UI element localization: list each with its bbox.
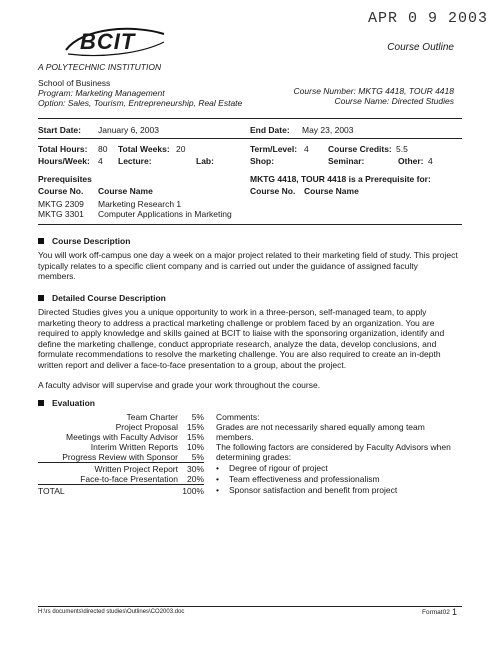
other-label: Other: xyxy=(398,156,424,166)
start-date-value: January 6, 2003 xyxy=(98,125,159,135)
footer-file-path: H:\rs documents\directed studies\Outlines\CO2003.doc xyxy=(38,609,185,615)
received-stamp: APR 0 9 2003 xyxy=(368,10,489,27)
end-date-label: End Date: xyxy=(250,125,290,135)
evaluation-total-row: TOTAL 100% xyxy=(38,486,204,496)
total-hours-label: Total Hours: xyxy=(38,144,88,154)
course-description-text: You will work off-campus one day a week on a major project related to their marketing field of study. This project typically relates to a specific client company and is carried out under the guidance of assigned faculty members. xyxy=(38,250,458,281)
prereq-course-no: MKTG 3301 xyxy=(38,209,84,219)
grading-factors-intro: The following factors are considered by Faculty Advisors when determining grades: xyxy=(216,442,451,462)
footer-page-code: Format02 xyxy=(422,609,450,616)
list-item: • Team effectiveness and professionalism xyxy=(216,474,397,485)
grading-factors-list xyxy=(216,463,397,496)
bullet-square-icon xyxy=(38,238,44,244)
shop-label: Shop: xyxy=(250,156,275,166)
credits-label: Course Credits: xyxy=(328,144,392,154)
bullet-square-icon xyxy=(38,295,44,301)
course-number: Course Number: MKTG 4418, TOUR 4418 xyxy=(293,86,454,96)
prereq-for-heading: MKTG 4418, TOUR 4418 is a Prerequisite for: xyxy=(250,174,431,184)
footer-divider xyxy=(38,606,462,607)
school-name: School of Business xyxy=(38,78,111,88)
document-type: Course Outline xyxy=(387,42,454,53)
lecture-label: Lecture: xyxy=(118,156,152,166)
evaluation-rule xyxy=(38,462,204,463)
program: Program: Marketing Management xyxy=(38,88,165,98)
evaluation-row: Project Proposal 15% xyxy=(115,422,204,432)
total-hours-value: 80 xyxy=(98,144,108,154)
divider xyxy=(38,138,462,139)
list-item: • Sponsor satisfaction and benefit from project xyxy=(216,485,397,496)
credits-value: 5.5 xyxy=(396,144,408,154)
total-weeks-value: 20 xyxy=(176,144,186,154)
page-number: 1 xyxy=(452,607,458,617)
detailed-description-heading: Detailed Course Description xyxy=(38,293,166,303)
start-date-label: Start Date: xyxy=(38,125,81,135)
evaluation-rule xyxy=(38,484,204,485)
bullet-square-icon xyxy=(38,400,44,406)
prereq-course-name: Marketing Research 1 xyxy=(98,199,182,209)
option: Option: Sales, Tourism, Entrepreneurship, Real Estate xyxy=(38,98,243,108)
evaluation-row: Face-to-face Presentation 20% xyxy=(80,474,204,484)
prereq-col-no: Course No. xyxy=(38,186,84,196)
divider xyxy=(38,118,462,119)
list-item: • Degree of rigour of project xyxy=(216,463,397,474)
term-value: 4 xyxy=(304,144,309,154)
evaluation-row: Team Charter 5% xyxy=(126,412,204,422)
evaluation-row: Written Project Report 30% xyxy=(94,464,204,474)
prereq-course-name: Computer Applications in Marketing xyxy=(98,209,232,219)
other-value: 4 xyxy=(428,156,433,166)
seminar-label: Seminar: xyxy=(328,156,365,166)
total-weeks-label: Total Weeks: xyxy=(118,144,170,154)
comments-label: Comments: xyxy=(216,412,260,422)
prereq-col-name: Course Name xyxy=(98,186,153,196)
evaluation-heading: Evaluation xyxy=(38,398,95,408)
evaluation-row: Meetings with Faculty Advisor 15% xyxy=(66,432,204,442)
faculty-advisor-text: A faculty advisor will supervise and grade your work throughout the course. xyxy=(38,380,321,390)
detailed-description-text: Directed Studies gives you a unique opportunity to work in a three-person, self-managed team, to apply marketing theory to address a practical marketing challenge or problem faced by an organization. You are required to apply knowledge and skills gained at BCIT to liaise with the sponsoring organization, identify and define the marketing challenge, conduct appropriate research, analyze the data, develop conclusions, and formulate recommendations to resolve the marketing challenge. You are also required to create an in-depth written report and deliver a face-to-face presentation to a group, about the project. xyxy=(38,307,445,370)
evaluation-row: Interim Written Reports 10% xyxy=(90,442,204,452)
term-label: Term/Level: xyxy=(250,144,298,154)
bcit-logo: BCIT xyxy=(60,24,170,58)
hours-week-label: Hours/Week: xyxy=(38,156,90,166)
lab-label: Lab: xyxy=(196,156,214,166)
divider xyxy=(38,224,462,225)
evaluation-row: Progress Review with Sponsor 5% xyxy=(62,452,204,462)
comments-text: Grades are not necessarily shared equally among team members. xyxy=(216,422,425,442)
course-name: Course Name: Directed Studies xyxy=(334,96,454,106)
prereq-for-col-no: Course No. xyxy=(250,186,296,196)
hours-week-value: 4 xyxy=(98,156,103,166)
course-description-heading: Course Description xyxy=(38,236,130,246)
end-date-value: May 23, 2003 xyxy=(302,125,354,135)
prereq-for-col-name: Course Name xyxy=(304,186,359,196)
prereq-course-no: MKTG 2309 xyxy=(38,199,84,209)
prerequisites-heading: Prerequisites xyxy=(38,174,92,184)
logo-tagline: A POLYTECHNIC INSTITUTION xyxy=(38,62,162,72)
